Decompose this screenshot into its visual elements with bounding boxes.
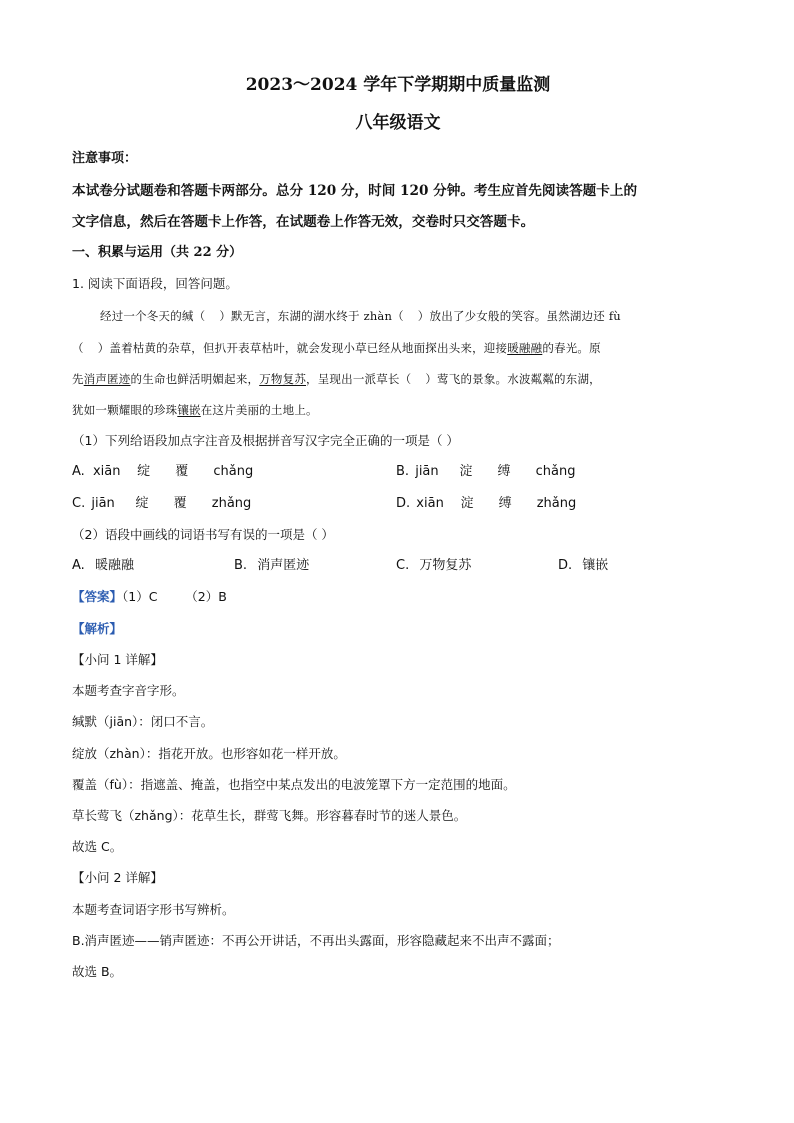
passage-line-4 [72, 401, 318, 419]
underlined-word: 万物复苏 [259, 372, 307, 386]
option-letter: B. [234, 558, 248, 573]
option-letter: B. [396, 464, 410, 479]
notice-heading: 注意事项： [72, 151, 138, 166]
underlined-word: 镶嵌 [177, 403, 201, 417]
passage-text: 经过一个冬天的缄（ [100, 309, 206, 323]
question-1-stem: 1. 阅读下面语段，回答问题。 [72, 276, 238, 291]
sub-question-1-stem: （1）下列给语段加点字注音及根据拼音写汉字完全正确的一项是（ ） [72, 433, 459, 448]
option-letter: D. [396, 496, 411, 511]
option-letter: C. [396, 558, 410, 573]
part1-line: 故选 C。 [72, 839, 123, 854]
passage-text: 的春光。原 [542, 341, 601, 355]
option-letter: D. [558, 558, 573, 573]
passage-line-1 [100, 307, 621, 325]
part1-line: 本题考查字音字形。 [72, 683, 185, 698]
passage-text: 先 [72, 372, 84, 386]
part1-tag: 【小问 1 详解】 [72, 652, 163, 667]
answer-text: （1）C （2）B [122, 589, 227, 604]
analysis-tag: 【解析】 [72, 621, 123, 636]
notice-line-2: 文字信息，然后在答题卡上作答，在试题卷上作答无效，交卷时只交答题卡。 [72, 214, 535, 230]
option-text: 暖融融 [94, 558, 134, 573]
passage-line-2 [72, 339, 601, 357]
option-char: 绽 [135, 496, 149, 511]
part2-line: 故选 B。 [72, 964, 123, 979]
passage-text: ）放出了少女般的笑容。虽然湖边还 fù [417, 309, 621, 323]
option-letter: A. [72, 558, 85, 573]
part1-line: 草长莺飞（zhǎng）：花草生长，群莺飞舞。形容暮春时节的迷人景色。 [72, 808, 467, 823]
sub2-option-a[interactable] [72, 557, 134, 575]
passage-text: 在这片美丽的土地上。 [200, 403, 318, 417]
option-letter: C. [72, 496, 86, 511]
option-pinyin: xiān [416, 496, 444, 511]
underlined-word: 消声匿迹 [83, 372, 131, 386]
sub-question-2-stem: （2）语段中画线的词语书写有误的一项是（ ） [72, 527, 334, 542]
part2-tag: 【小问 2 详解】 [72, 870, 163, 885]
option-char: 覆 [175, 464, 189, 479]
sub1-option-c[interactable] [72, 495, 251, 513]
answer-line [72, 588, 227, 606]
passage-text: 犹如一颗耀眼的珍珠 [72, 403, 178, 417]
part1-line: 绽放（zhàn）：指花开放。也形容如花一样开放。 [72, 746, 346, 761]
underlined-word: 暖融融 [507, 341, 543, 355]
sub2-option-b[interactable] [234, 557, 309, 575]
part1-line: 覆盖（fù）：指遮盖、掩盖，也指空中某点发出的电波笼罩下方一定范围的地面。 [72, 777, 516, 792]
passage-text: （ [72, 341, 84, 355]
exam-subtitle: 八年级语文 [355, 113, 441, 133]
option-pinyin: jiān [415, 464, 439, 479]
notice-line-1: 本试卷分试题卷和答题卡两部分。总分 120 分，时间 120 分钟。考生应首先阅读答题卡上的 [72, 183, 638, 199]
sub2-option-d[interactable] [558, 557, 608, 575]
option-text: 万物复苏 [419, 558, 472, 573]
passage-line-3 [72, 370, 601, 388]
sub1-option-a[interactable] [72, 463, 253, 481]
sub1-option-b[interactable] [396, 463, 575, 481]
passage-text: ）默无言，东湖的湖水终于 zhàn（ [219, 309, 404, 323]
option-pinyin: xiān [92, 464, 121, 479]
passage-text: ）莺飞的景象。水波粼粼的东湖， [425, 372, 601, 386]
option-pinyin: zhǎng [211, 496, 252, 511]
part1-line: 缄默（jiān）：闭口不言。 [72, 714, 214, 729]
option-pinyin: chǎng [535, 464, 576, 479]
option-char: 缚 [498, 496, 512, 511]
part2-line: 本题考查词语字形书写辨析。 [72, 902, 235, 917]
section-1-heading: 一、积累与运用（共 22 分） [72, 245, 243, 260]
option-char: 绽 [137, 464, 151, 479]
passage-text: ，呈现出一派草长（ [306, 372, 412, 386]
passage-text: 的生命也鲜活明媚起来， [130, 372, 260, 386]
exam-title: 2023～2024 学年下学期期中质量监测 [245, 75, 551, 95]
option-char: 缚 [497, 464, 511, 479]
option-char: 覆 [173, 496, 187, 511]
option-text: 镶嵌 [582, 558, 609, 573]
sub2-option-c[interactable] [396, 557, 471, 575]
part2-line: B.消声匿迹——销声匿迹：不再公开讲话，不再出头露面，形容隐藏起来不出声不露面； [72, 933, 560, 948]
option-letter: A. [72, 464, 85, 479]
answer-tag: 【答案】 [72, 589, 123, 604]
passage-text: ）盖着枯黄的杂草，但扒开表草枯叶，就会发现小草已经从地面探出头来，迎接 [97, 341, 508, 355]
option-pinyin: zhǎng [536, 496, 577, 511]
option-pinyin: chǎng [213, 464, 254, 479]
option-text: 消声匿迹 [257, 558, 310, 573]
sub1-option-d[interactable] [396, 495, 576, 513]
option-pinyin: jiān [91, 496, 115, 511]
option-char: 淀 [460, 496, 474, 511]
option-char: 淀 [459, 464, 473, 479]
